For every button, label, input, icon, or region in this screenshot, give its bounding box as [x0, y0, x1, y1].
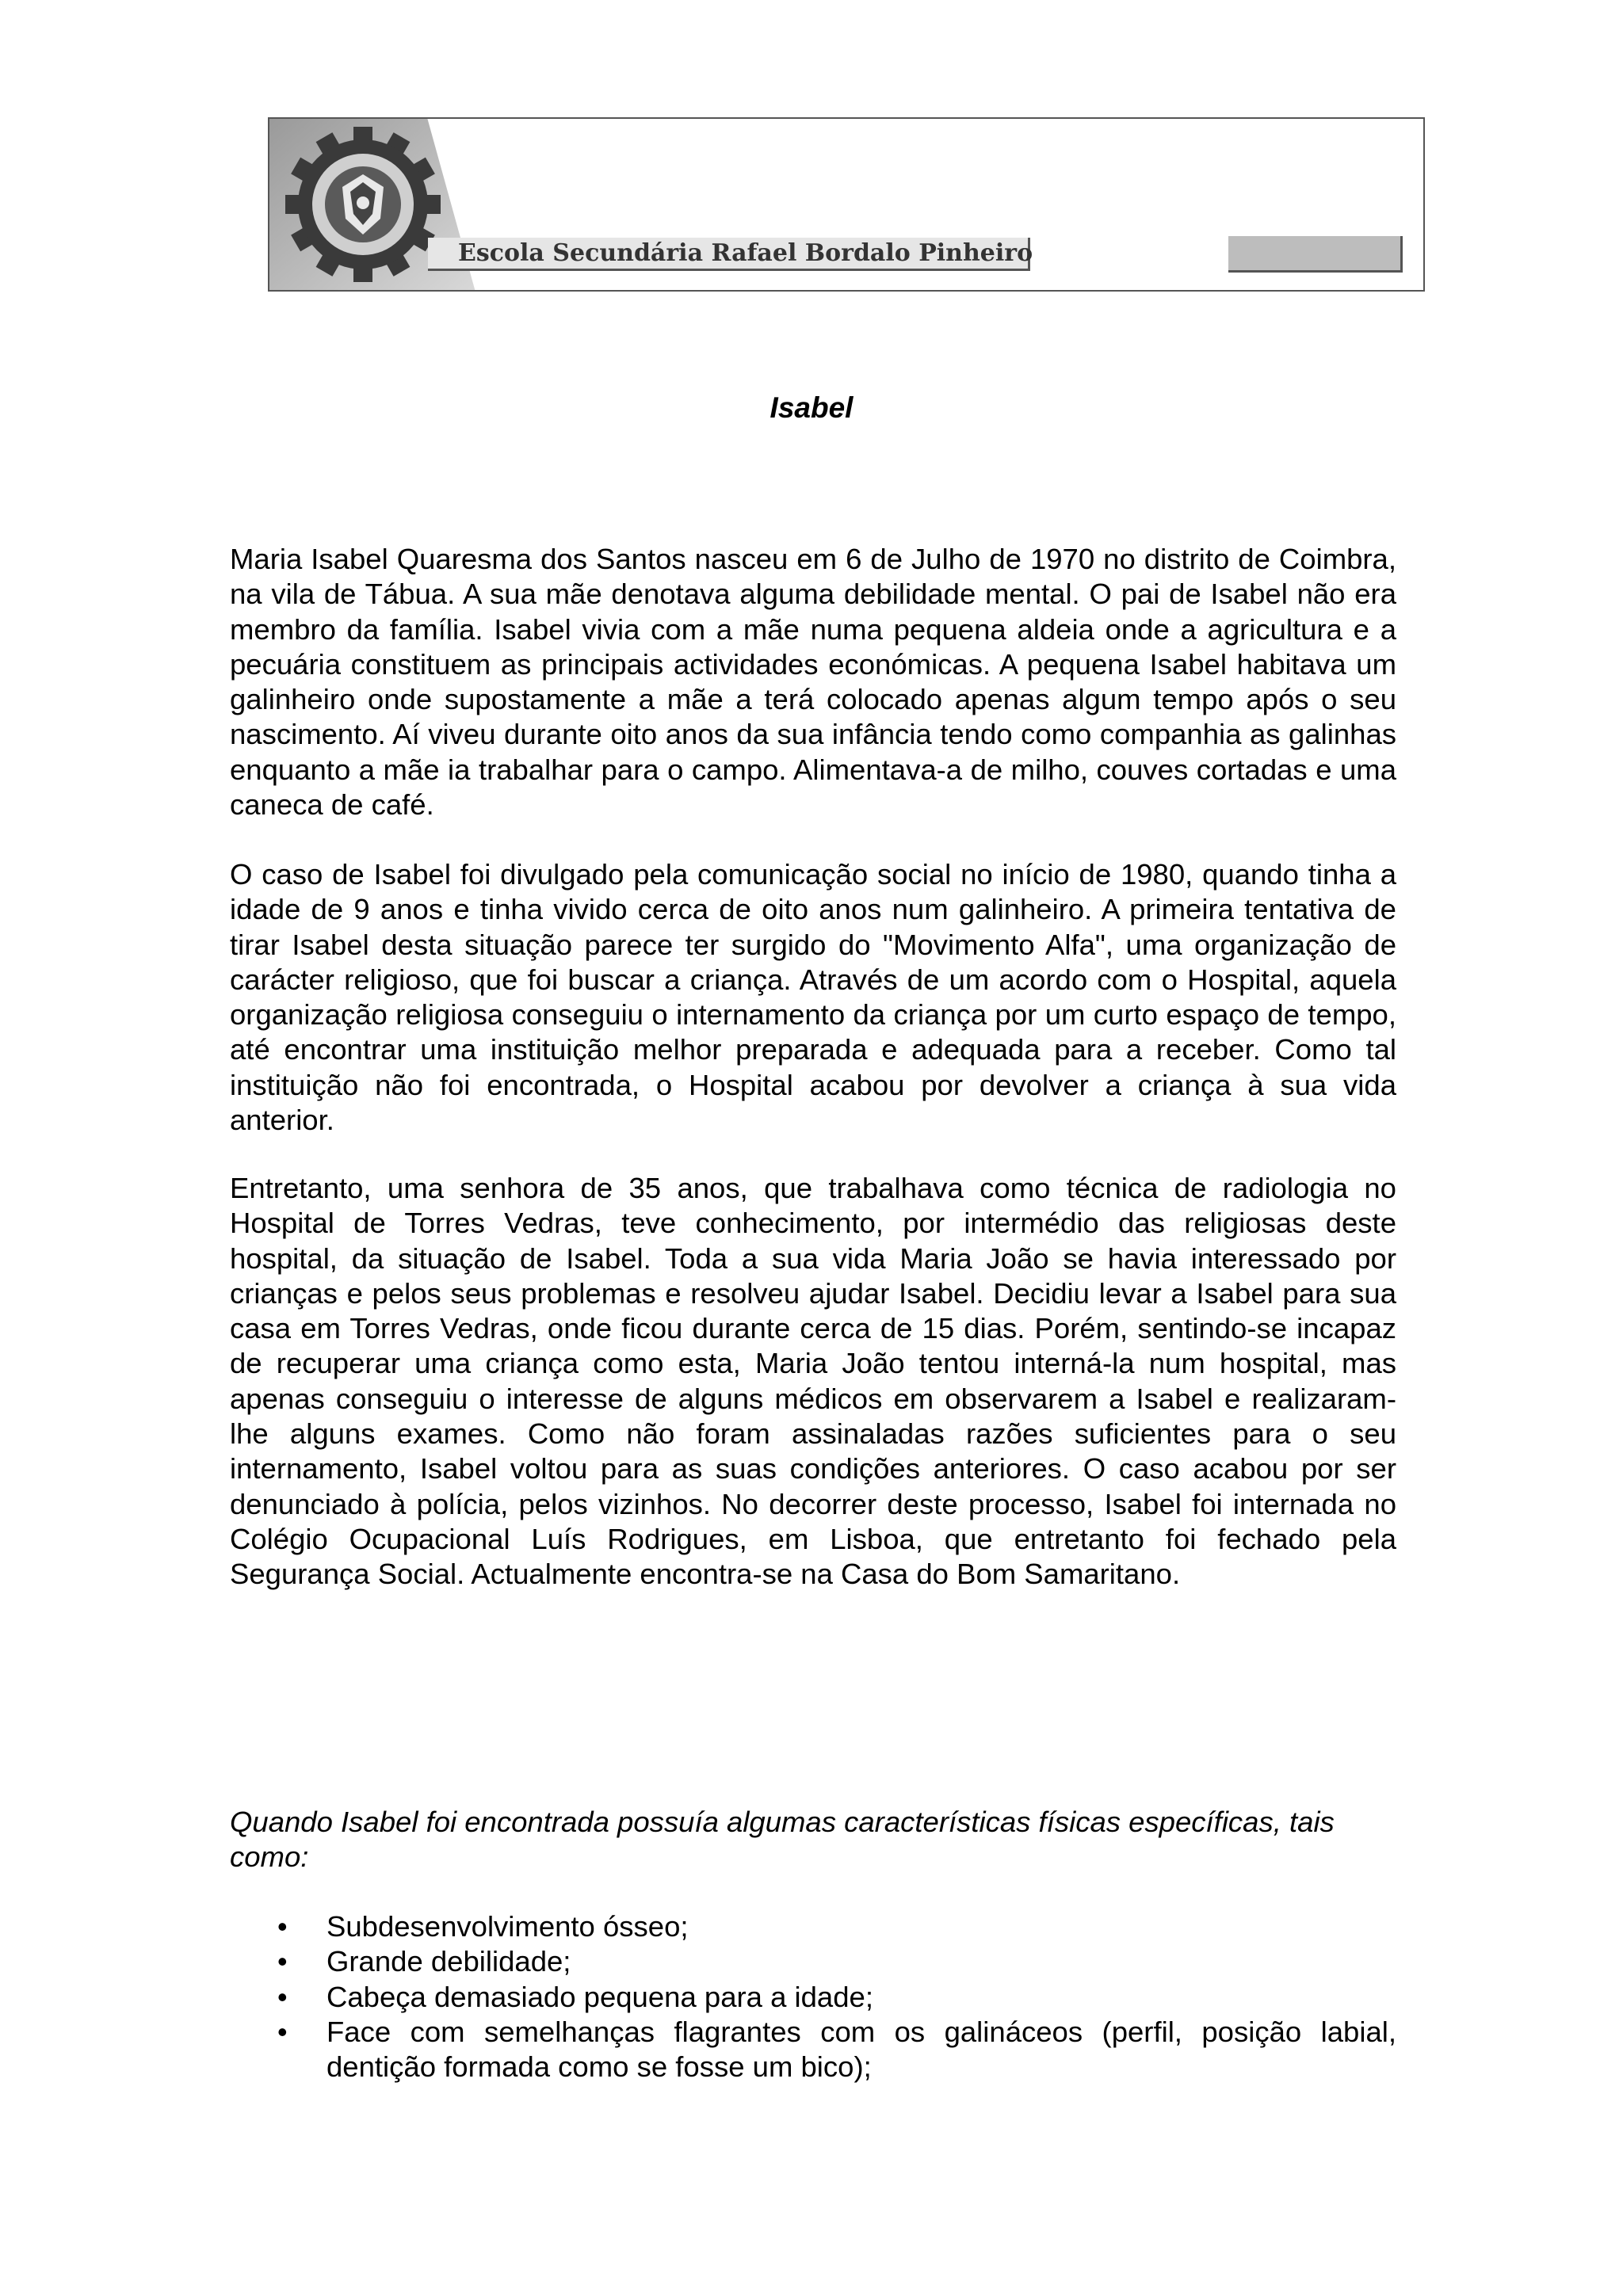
school-name: Escola Secundária Rafael Bordalo Pinheiro: [428, 238, 1030, 271]
document-title: Isabel: [769, 391, 854, 424]
school-crest-icon: [284, 125, 442, 284]
paragraph-1: Maria Isabel Quaresma dos Santos nasceu em 6 de Julho de 1970 no distrito de Coimbra, na vila de Tábua. A sua mãe denotava alguma debilidade mental. O pai de Isabel não era membro da família. Isabel vivia com a mãe numa pequena aldeia onde a agricultura e a pecuária constituem as principais actividades económicas. A pequena Isabel habitava um galinheiro onde supostamente a mãe a terá colocado apenas algum tempo após o seu nascimento. Aí viveu durante oito anos da sua infância tendo como companhia as galinhas enquanto a mãe ia trabalhar para o campo. Alimentava-a de milho, couves cortadas e uma caneca de café.: [230, 543, 1396, 822]
list-item-text: Grande debilidade;: [327, 1945, 571, 1978]
list-item: [230, 1909, 1396, 1944]
list-item: [230, 1944, 1396, 1979]
header-gray-box: [1228, 236, 1403, 273]
paragraph-2: O caso de Isabel foi divulgado pela comunicação social no início de 1980, quando tinha a idade de 9 anos e tinha vivido cerca de oito anos num galinheiro. A primeira tentativa de tirar Isabel desta situação parece ter surgido do "Movimento Alfa", uma organização de carácter religioso, que foi buscar a criança. Através de um acordo com o Hospital, aquela organização religiosa conseguiu o internamento da criança por um curto espaço de tempo, até encontrar uma instituição melhor preparada e adequada para a receber. Como tal instituição não foi encontrada, o Hospital acabou por devolver a criança à sua vida anterior.: [230, 858, 1396, 1137]
list-item-text: Face com semelhanças flagrantes com os galináceos (perfil, posição labial, dentição formada como se fosse um bico);: [327, 2015, 1396, 2084]
paragraph-3: Entretanto, uma senhora de 35 anos, que trabalhava como técnica de radiologia no Hospital de Torres Vedras, teve conhecimento, por intermédio das religiosas deste hospital, da situação de Isabel. Toda a sua vida Maria João se havia interessado por crianças e pelos seus problemas e resolveu ajudar Isabel. Decidiu levar a Isabel para sua casa em Torres Vedras, onde ficou durante cerca de 15 dias. Porém, sentindo-se incapaz de recuperar uma criança como esta, Maria João tentou interná-la num hospital, mas apenas conseguiu o interesse de alguns médicos em observarem a Isabel e realizaram-lhe alguns exames. Como não foram assinaladas razões suficientes para o seu internamento, Isabel voltou para as suas condições anteriores. O caso acabou por ser denunciado à polícia, pelos vizinhos. No decorrer deste processo, Isabel foi internada no Colégio Ocupacional Luís Rodrigues, em Lisboa, que entretanto foi fechado pela Segurança Social. Actualmente encontra-se na Casa do Bom Samaritano.: [230, 1172, 1396, 1591]
list-item: [230, 2015, 1396, 2085]
list-item: [230, 1980, 1396, 2015]
characteristics-list: [230, 1909, 1396, 2084]
school-header-banner: [268, 117, 1425, 292]
bullet-icon: •: [277, 1945, 288, 1978]
characteristics-intro: Quando Isabel foi encontrada possuía algumas características físicas específicas, tais como:: [230, 1806, 1335, 1874]
list-item-text: Cabeça demasiado pequena para a idade;: [327, 1980, 873, 2013]
list-item-text: Subdesenvolvimento ósseo;: [327, 1910, 689, 1943]
bullet-icon: •: [277, 1980, 288, 2013]
bullet-icon: •: [277, 1910, 288, 1943]
bullet-icon: •: [277, 2015, 288, 2048]
